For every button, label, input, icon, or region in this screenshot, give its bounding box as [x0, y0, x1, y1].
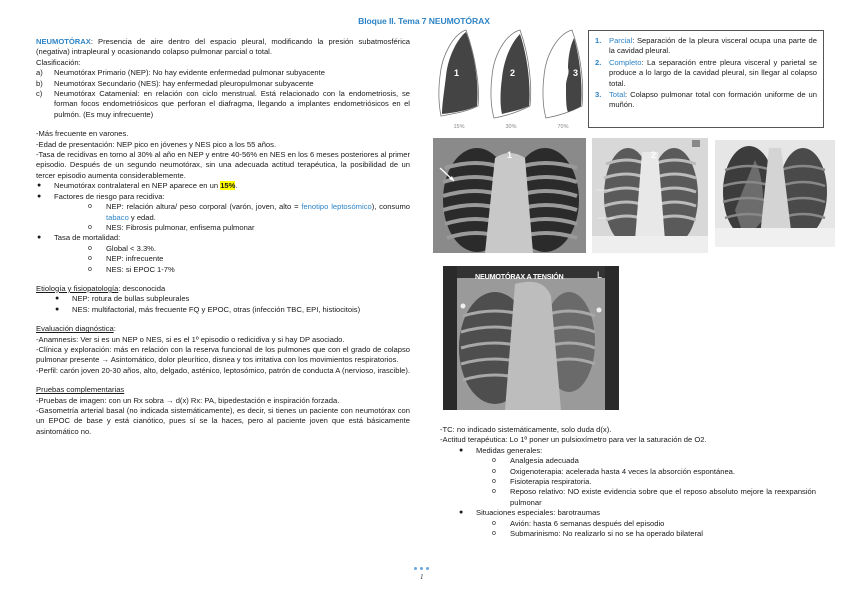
- chest-xray-icon: [443, 266, 619, 410]
- lung-number: 3: [573, 68, 579, 78]
- type-item: [36, 79, 410, 89]
- right-column: [440, 425, 816, 539]
- circle-bullet-icon: o: [492, 530, 496, 538]
- lung-percent: 30%: [505, 124, 517, 130]
- diagnosis-heading-line: [36, 324, 410, 334]
- bullet-text: NES: multifactorial, más frecuente FQ y EPOC, otras (infección TBC, EPI, histiocitois): [72, 304, 361, 314]
- xray-number-label: 1: [507, 150, 513, 160]
- sub-bullet-item: [36, 265, 410, 275]
- highlight-term: fenotipo leptosómico: [301, 202, 372, 212]
- term-neumotorax: NEUMOTÓRAX: [36, 37, 91, 46]
- diagnosis-line: -Perfil: carón joven 20-30 años, alto, delgado, asténico, leptosómico, patrón de conducta A (nervioso, irascible).: [36, 365, 410, 375]
- diagnosis-heading: Evaluación diagnóstica: [36, 324, 114, 334]
- highlight-percent: 15%: [220, 181, 236, 191]
- footer-dots-icon: [414, 567, 429, 570]
- tension-xray-title: NEUMOTÓRAX A TENSIÓN: [475, 272, 564, 281]
- lung-percent: 70%: [557, 124, 569, 130]
- xray-image-3: [715, 140, 835, 247]
- type-text: Neumotórax Primario (NEP): No hay evidente enfermedad pulmonar subyacente: [54, 68, 325, 78]
- sub-bullet-item: [440, 487, 816, 508]
- bullet-icon: ●: [37, 182, 42, 190]
- chest-xray-icon: [592, 138, 708, 253]
- bullet-item: [36, 305, 410, 315]
- definition-text: : Presencia de aire dentro del espacio pleural, modificando la presión subatmosférica (negativa) intrapleural y ocasionando colapso pulmonar parcial o total.: [36, 37, 410, 57]
- sub-bullet-item: [440, 519, 816, 529]
- highlight-term: tabaco: [106, 212, 129, 222]
- classification-term: Parcial: [609, 36, 633, 45]
- sub-bullet-item: [36, 202, 410, 223]
- bullet-text: NEP: rotura de bullas subpleurales: [72, 294, 190, 304]
- diagnosis-line: -Anamnesis: Ver si es un NEP o NES, si es el 1º episodio o redicidiva y si hay DP asociado.: [36, 334, 345, 344]
- etiology-heading-line: [36, 284, 410, 294]
- etiology-heading-suffix: : desconocida: [118, 283, 166, 293]
- tests-line: -Gasometría arterial basal (no indicada sistemáticamente), es decir, si tienes un paciente con neumotórax con un EPOC de base y está cianótico, pues sí se la haces, pero al paciente joven que está básicamente asintomático no.: [36, 406, 410, 436]
- tc-line: -TC: no indicado sistemáticamente, solo duda d(x).: [440, 425, 612, 434]
- bullet-item: [36, 233, 410, 243]
- bullet-text: Medidas generales:: [476, 445, 543, 455]
- list-marker: a): [36, 68, 43, 78]
- classification-term: Completo: [609, 57, 642, 67]
- sub-bullet-text: NES: si EPOC 1-7%: [106, 264, 175, 274]
- classification-text: : La separación entre pleura visceral y parietal se produce a lo largo de la cavidad pleural, sin llegar al colapso total.: [609, 57, 817, 88]
- sub-bullet-text: NEP: relación altura/ peso corporal (varón, joven, alto =: [106, 202, 302, 212]
- lung-number: 2: [510, 68, 516, 78]
- attitude-line: -Actitud terapéutica: Lo 1º poner un pulsioxímetro para ver la saturación de O2.: [440, 435, 707, 445]
- page-title: Bloque II. Tema 7 NEUMOTÓRAX: [358, 16, 490, 26]
- item-number: 1.: [595, 36, 602, 45]
- sub-bullet-item: [36, 254, 410, 264]
- classification-text: : Colapso pulmonar total con formación uniforme de un muñón.: [609, 90, 817, 110]
- item-number: 2.: [595, 57, 602, 67]
- bullet-text: Factores de riesgo para recidiva:: [54, 191, 165, 201]
- tension-xray-image: [443, 266, 619, 410]
- sub-bullet-item: [36, 244, 410, 254]
- xray-image-2: [592, 138, 708, 253]
- sub-bullet-text: Analgesia adecuada: [510, 456, 579, 466]
- sub-bullet-text: Reposo relativo: NO existe evidencia sobre que el reposo absoluto mejore la reexpansión pulmonar: [510, 487, 816, 507]
- lung-diagram-2: [488, 28, 534, 120]
- type-text: Neumotórax Catamenial: en relación con ciclo menstrual. Está relacionado con la endometriosis, se forman focos endometriósicos que perforan el diafragma, llegando a implantes endometriósicos en el pulmón. (Es muy infrecuente): [54, 89, 410, 119]
- type-item: [36, 89, 410, 120]
- definition-paragraph: [36, 37, 410, 58]
- sub-bullet-text: ), consumo: [371, 202, 410, 212]
- bullet-text: .: [235, 181, 238, 191]
- bullet-icon: ●: [55, 305, 60, 313]
- type-text: Neumotórax Secundario (NES): hay enfermedad pleuropulmonar subyacente: [54, 78, 314, 88]
- sub-bullet-text: NEP: infrecuente: [106, 254, 164, 264]
- epi-line: -Más frecuente en varones.: [36, 129, 129, 139]
- list-marker: b): [36, 78, 43, 88]
- lung-number: 1: [454, 68, 460, 78]
- tests-heading: Pruebas complementarias: [36, 385, 125, 395]
- sub-bullet-item: [440, 529, 816, 539]
- classification-label: Clasificación:: [36, 57, 81, 67]
- circle-bullet-icon: o: [492, 478, 496, 486]
- circle-bullet-icon: o: [88, 255, 92, 263]
- sub-bullet-text: Fisioterapia respiratoria.: [510, 477, 592, 487]
- lung-diagram-3: [540, 28, 586, 120]
- pneumothorax-degree-figure: [436, 28, 584, 132]
- classification-item: [595, 58, 817, 89]
- sub-bullet-item: [36, 223, 410, 233]
- sub-bullet-text: Submarinismo: No realizarlo si no se ha operado bilateral: [510, 529, 703, 539]
- bullet-text: Situaciones especiales: barotraumas: [476, 508, 601, 518]
- bullet-text: Tasa de mortalidad:: [54, 233, 121, 243]
- diagnosis-heading-suffix: :: [113, 324, 116, 334]
- left-column: [36, 37, 410, 437]
- bullet-item: [440, 508, 816, 518]
- sub-bullet-text: Global < 3.3%.: [106, 243, 157, 253]
- type-item: [36, 68, 410, 78]
- lung-percent: 15%: [453, 124, 465, 130]
- epi-line: -Tasa de recidivas en torno al 30% al año en NEP y entre 40-56% en NES en los 6 meses posteriores al primer episodio. Después de un segundo neumotórax, sin una adecuada actitud terapéutica, la posibilidad de un tercer episodio aumenta considerablemente.: [36, 150, 410, 180]
- lung-diagram-1: [436, 28, 482, 120]
- sub-bullet-text: Avión: hasta 6 semanas después del episodio: [510, 518, 665, 528]
- diagnosis-line: -Clínica y exploración: más en relación con la reserva funcional de los pulmones que con el grado de colapso pulmonar presente → Asintomático, dolor pleurítico, disnea y tos irritativa con los movimientos respiratorios.: [36, 344, 410, 365]
- chest-xray-icon: [715, 140, 835, 247]
- circle-bullet-icon: o: [88, 203, 92, 211]
- bullet-icon: ●: [459, 446, 464, 454]
- classification-box: [588, 30, 824, 128]
- circle-bullet-icon: o: [88, 223, 92, 231]
- bullet-item: [440, 446, 816, 456]
- bullet-icon: ●: [37, 192, 42, 200]
- bullet-item: [36, 294, 410, 304]
- circle-bullet-icon: o: [88, 265, 92, 273]
- epi-line: -Edad de presentación: NEP pico en jóvenes y NES pico a los 55 años.: [36, 139, 277, 149]
- sub-bullet-item: [440, 456, 816, 466]
- sub-bullet-item: [440, 467, 816, 477]
- classification-text: : Separación de la pleura visceral ocupa una parte de la cavidad pleural.: [609, 36, 817, 56]
- etiology-heading: Etiología y fisiopatología: [36, 283, 119, 293]
- xray-image-1: [433, 138, 586, 253]
- xray-number-label: 2: [651, 150, 657, 160]
- bullet-icon: ●: [37, 234, 42, 242]
- bullet-item: [36, 192, 410, 202]
- bullet-icon: ●: [459, 509, 464, 517]
- sub-bullet-text: y edad.: [128, 212, 156, 222]
- lung-shape-icon: [540, 28, 586, 120]
- bullet-item: [36, 181, 410, 191]
- circle-bullet-icon: o: [492, 519, 496, 527]
- sub-bullet-text: Oxigenoterapia: acelerada hasta 4 veces la absorción espontánea.: [510, 466, 736, 476]
- circle-bullet-icon: o: [492, 467, 496, 475]
- page-number: 1: [420, 573, 424, 581]
- tests-line: -Pruebas de imagen: con un Rx sobra → d(x) Rx: PA, bipedestación e inspiración forzada.: [36, 395, 340, 405]
- sub-bullet-text: NES: Fibrosis pulmonar, enfisema pulmonar: [106, 222, 255, 232]
- bullet-text: Neumotórax contralateral en NEP aparece en un: [54, 181, 221, 191]
- circle-bullet-icon: o: [88, 244, 92, 252]
- classification-item: [595, 90, 817, 111]
- sub-bullet-item: [440, 477, 816, 487]
- circle-bullet-icon: o: [492, 457, 496, 465]
- side-marker: L: [597, 270, 603, 280]
- item-number: 3.: [595, 90, 602, 100]
- circle-bullet-icon: o: [492, 488, 496, 496]
- classification-item: [595, 36, 817, 57]
- list-marker: c): [36, 89, 43, 99]
- classification-term: Total: [609, 90, 626, 100]
- bullet-icon: ●: [55, 295, 60, 303]
